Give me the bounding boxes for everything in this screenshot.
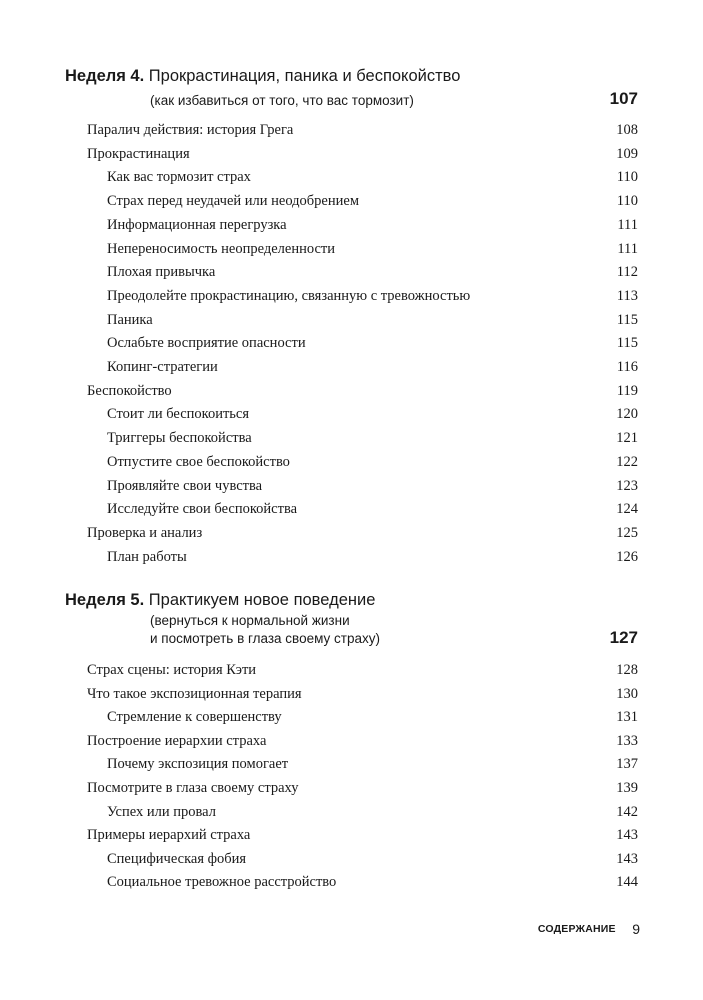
toc-entry[interactable] xyxy=(87,824,638,846)
toc-entry-page: 122 xyxy=(616,453,638,470)
toc-entry-title: Стоит ли беспокоиться xyxy=(107,406,250,423)
toc-entry-page: 121 xyxy=(616,430,638,447)
week5-heading xyxy=(65,591,375,610)
toc-entry[interactable] xyxy=(87,380,638,402)
toc-entry-title: Информационная перегрузка xyxy=(107,216,287,233)
toc-entry[interactable] xyxy=(107,403,638,425)
week4-subtitle-line-1: (как избавиться от того, что вас тормозит) xyxy=(150,93,414,108)
week5-subtitle-line-2: и посмотреть в глаза своему страху) xyxy=(150,631,380,646)
toc-entry-title: Исследуйте свои беспокойства xyxy=(107,501,298,518)
toc-entry-title: Беспокойство xyxy=(87,382,172,399)
toc-entry[interactable] xyxy=(107,753,638,775)
toc-entry-page: 115 xyxy=(616,335,638,352)
toc-entry-page: 115 xyxy=(616,311,638,328)
toc-entry[interactable] xyxy=(107,214,638,236)
toc-entry[interactable] xyxy=(107,190,638,212)
toc-entry[interactable] xyxy=(107,309,638,331)
toc-entry-page: 133 xyxy=(616,732,638,749)
toc-entry-page: 124 xyxy=(616,501,638,518)
toc-entry[interactable] xyxy=(87,522,638,544)
toc-entry-page: 120 xyxy=(616,406,638,423)
toc-entry-title: Построение иерархии страха xyxy=(87,732,267,749)
toc-entry-title: Проверка и анализ xyxy=(87,524,203,541)
week5-label: Неделя 5. xyxy=(65,591,145,609)
toc-entry-title: Триггеры беспокойства xyxy=(107,430,252,447)
toc-entry-page: 142 xyxy=(616,803,638,820)
week5-subtitle-line-1: (вернуться к нормальной жизни xyxy=(150,613,350,628)
toc-entry-title: Плохая привычка xyxy=(107,264,216,281)
toc-entry-title: Посмотрите в глаза своему страху xyxy=(87,780,299,796)
toc-entry-page: 128 xyxy=(616,662,638,678)
toc-entry-title: Специфическая фобия xyxy=(107,850,247,867)
toc-entry-page: 137 xyxy=(616,756,638,773)
toc-entry[interactable] xyxy=(87,777,638,799)
toc-entry-title: Как вас тормозит страх xyxy=(107,169,251,186)
toc-entry-title: Прокрастинация xyxy=(87,145,190,162)
toc-entry[interactable] xyxy=(107,332,638,354)
toc-entry-title: Непереносимость неопределенности xyxy=(107,240,335,257)
toc-entry[interactable] xyxy=(107,427,638,449)
week5-title: Практикуем новое поведение xyxy=(148,591,376,609)
footer-page-number: 9 xyxy=(632,920,640,937)
toc-entry-page: 113 xyxy=(616,287,638,304)
toc-entry-title: Отпустите свое беспокойство xyxy=(107,453,290,470)
week4-title: Прокрастинация, паника и беспокойство xyxy=(148,67,461,85)
toc-entry[interactable] xyxy=(107,261,638,283)
toc-entry[interactable] xyxy=(107,871,638,893)
toc-entry[interactable] xyxy=(107,848,638,870)
toc-entry-page: 108 xyxy=(616,122,638,138)
toc-entry[interactable] xyxy=(87,659,638,681)
toc-entry-title: Паника xyxy=(107,311,153,328)
toc-entry-page: 110 xyxy=(616,169,638,186)
week4-label: Неделя 4. xyxy=(65,67,145,85)
toc-entry-title: Что такое экспозиционная терапия xyxy=(87,685,302,702)
toc-entry-page: 109 xyxy=(616,145,638,162)
toc-entry-title: Паралич действия: история Грега xyxy=(87,122,294,138)
toc-entry-title: План работы xyxy=(107,548,187,565)
toc-entry-title: Страх перед неудачей или неодобрением xyxy=(107,193,359,210)
toc-entry[interactable] xyxy=(107,166,638,188)
toc-entry[interactable] xyxy=(107,801,638,823)
toc-entry-page: 110 xyxy=(616,193,638,210)
toc-entry-page: 126 xyxy=(616,548,638,565)
toc-entry[interactable] xyxy=(107,546,638,568)
toc-entry-title: Стремление к совершенству xyxy=(107,709,282,726)
toc-entry-page: 143 xyxy=(616,827,638,844)
toc-entry[interactable] xyxy=(107,498,638,520)
toc-entry-page: 131 xyxy=(616,709,638,726)
toc-entry-title: Почему экспозиция помогает xyxy=(107,756,289,773)
toc-entry-title: Успех или провал xyxy=(107,803,216,820)
week4-page-number: 107 xyxy=(609,89,638,108)
toc-entry-title: Копинг-стратегии xyxy=(107,359,218,375)
toc-entry[interactable] xyxy=(87,119,638,141)
toc-entry-page: 143 xyxy=(616,850,638,867)
toc-entry-page: 111 xyxy=(617,240,638,257)
toc-entry[interactable] xyxy=(87,683,638,705)
toc-entry[interactable] xyxy=(107,356,638,378)
toc-entry-page: 144 xyxy=(616,874,638,891)
toc-entry-page: 112 xyxy=(616,264,638,281)
toc-entry-title: Примеры иерархий страха xyxy=(87,827,251,844)
toc-entry[interactable] xyxy=(107,475,638,497)
toc-entry-title: Страх сцены: история Кэти xyxy=(87,662,257,678)
toc-entry-page: 123 xyxy=(616,477,638,494)
toc-entry-page: 130 xyxy=(616,685,638,702)
toc-entry-title: Ослабьте восприятие опасности xyxy=(107,335,306,352)
toc-entry[interactable] xyxy=(87,143,638,165)
toc-entry[interactable] xyxy=(107,238,638,260)
toc-entry-page: 125 xyxy=(616,524,638,541)
toc-entry-title: Преодолейте прокрастинацию, связанную с тревожностью xyxy=(107,287,471,304)
toc-entry-page: 111 xyxy=(617,216,638,233)
toc-entry-page: 139 xyxy=(616,780,638,796)
running-head: СОДЕРЖАНИЕ xyxy=(537,922,616,935)
toc-entry[interactable] xyxy=(107,285,638,307)
toc-entry[interactable] xyxy=(107,706,638,728)
toc-entry-title: Проявляйте свои чувства xyxy=(107,477,263,494)
week5-page-number: 127 xyxy=(609,628,638,647)
toc-entry[interactable] xyxy=(87,730,638,752)
toc-entry-page: 119 xyxy=(616,382,638,399)
toc-entry-page: 116 xyxy=(616,359,638,375)
toc-entry[interactable] xyxy=(107,451,638,473)
page-footer xyxy=(538,920,640,938)
week4-heading xyxy=(65,67,460,86)
toc-entry-title: Социальное тревожное расстройство xyxy=(107,874,337,891)
